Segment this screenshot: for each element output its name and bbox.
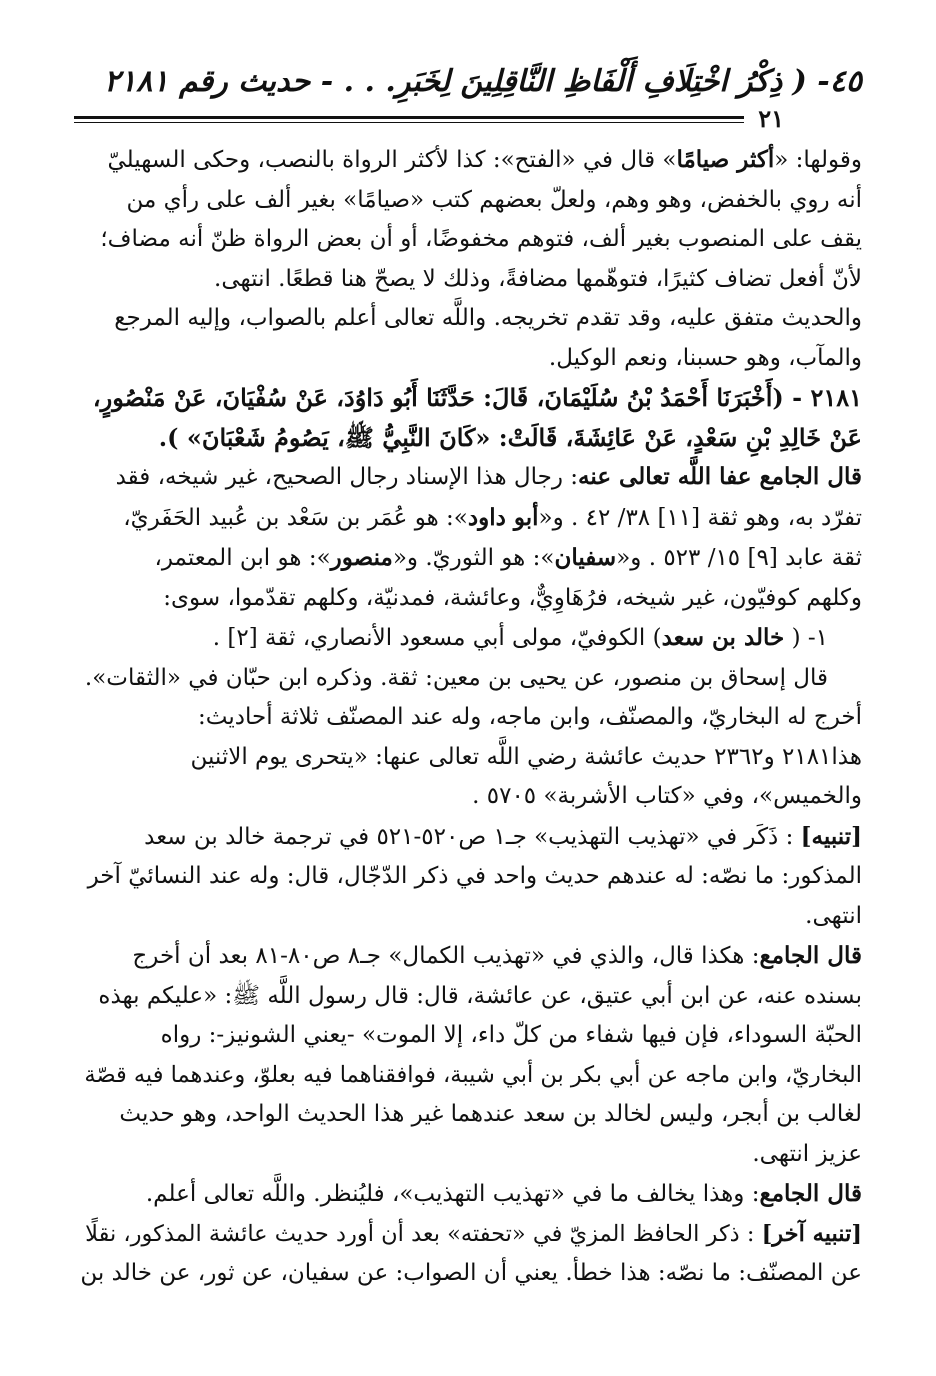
document-page <box>74 62 862 1362</box>
text-segment: ) الكوفيّ، مولى أبي مسعود الأنصاري، ثقة [٢] . <box>212 625 662 651</box>
page-number: ٢١ <box>758 104 784 133</box>
bold-segment: أبو داود <box>467 503 539 531</box>
text-line <box>74 777 862 817</box>
bold-segment: ٢١٨١ - (أَخْبَرَنَا أَحْمَدُ بْنُ سُلَيْمَانَ، قَالَ: حَدَّثَنَا أَبُو دَاوُدَ، عَنْ سُفْيَانَ، عَنْ مَنْصُورٍ، <box>92 383 862 412</box>
text-segment: عزيز انتهى. <box>752 1140 862 1167</box>
text-segment: لأنّ أفعل تضاف كثيرًا، فتوهّمها مضافةً، وذلك لا يصحّ هنا قطعًا. انتهى. <box>214 265 862 292</box>
text-line <box>74 579 862 619</box>
text-segment: تفرّد به، وهو ثقة [١١] ٣٨/ ٤٢ . و« <box>538 504 862 531</box>
bold-segment: عَنْ خَالِدِ بْنِ سَعْدٍ، عَنْ عَائِشَةَ، قَالَتْ: «كَانَ النَّبِيُّ ﷺ، يَصُومُ شَعْبَانَ» ). <box>158 422 862 452</box>
bold-segment: قال الجامع <box>759 1180 862 1207</box>
text-segment: هذا٢١٨١ و٢٣٦٢ حديث عائشة رضي اللَّه تعالى عنها: «يتحرى يوم الاثنين <box>190 743 862 770</box>
text-line <box>74 618 862 659</box>
text-segment: وقولها: « <box>774 147 862 173</box>
text-segment: : وهذا يخالف ما في «تهذيب التهذيب»، فليُنظر. واللَّه تعالى أعلم. <box>145 1181 760 1207</box>
text-line <box>74 659 862 699</box>
bold-segment: [تنبيه آخر] <box>761 1220 862 1247</box>
text-segment: بسنده عنه، عن ابن أبي عتيق، عن عائشة، قال: قال رسول اللَّه ﷺ: «عليكم بهذه <box>98 982 862 1009</box>
text-segment: والخميس»، وفي «كتاب الأشربة» ٥٧٠٥ . <box>472 783 862 809</box>
running-header <box>74 62 862 104</box>
text-segment: ١- ( <box>784 625 828 651</box>
text-segment: انتهى. <box>805 902 862 929</box>
bold-segment: قال الجامع عفا اللَّه تعالى عنه <box>578 463 862 490</box>
text-segment: ثقة عابد [٩] ١٥/ ٥٢٣ . و« <box>616 545 862 571</box>
hadith-line <box>74 418 862 458</box>
text-segment: »: هو ابن المعتمر، <box>154 545 331 571</box>
bold-segment: منصور <box>330 544 393 571</box>
text-line <box>74 538 862 579</box>
text-line <box>74 498 862 539</box>
text-segment: عن المصنّف: ما نصّه: هذا خطأ. يعني أن الصواب: عن سفيان، عن ثور، عن خالد بن <box>80 1260 862 1286</box>
text-line <box>74 1215 862 1255</box>
text-line <box>74 977 862 1017</box>
text-line <box>74 1135 862 1175</box>
text-line <box>74 457 862 498</box>
text-line <box>74 260 862 300</box>
text-line <box>74 936 862 977</box>
header-title: ٤٥- ( ذِكْرُ اخْتِلَافِ أَلْفَاظِ النَّاقِلِينَ لِخَبَرِ. . . - حديث رقم ٢١٨١ <box>104 64 862 99</box>
text-line <box>74 1095 862 1135</box>
text-segment: : ذَكَر في «تهذيب التهذيب» جـ١ ص٥٢٠-٥٢١ في ترجمة خالد بن سعد <box>144 823 801 850</box>
text-line <box>74 339 862 379</box>
bold-segment: سفيان <box>554 544 617 571</box>
text-segment: يقف على المنصوب بغير ألف، فتوهم مخفوضًا، أو أن بعض الرواة ظنّ أنه مضاف؛ <box>100 226 862 252</box>
header-rule-thin <box>74 122 744 123</box>
text-line <box>74 897 862 937</box>
text-line <box>74 140 862 181</box>
page-body <box>74 140 862 1294</box>
header-rule-thick <box>74 116 744 119</box>
header-rule-bar <box>74 106 862 132</box>
text-segment: أنه روي بالخفض، وهو وهم، ولعلّ بعضهم كتب «صيامًا» بغير ألف على رأي من <box>126 186 862 213</box>
text-segment: »: هو عُمَر بن سَعْد بن عُبيد الحَفَريّ، <box>123 504 468 531</box>
header-rules <box>74 116 744 123</box>
text-line <box>74 1254 862 1294</box>
text-segment: والمآب، وهو حسبنا، ونعم الوكيل. <box>548 344 862 371</box>
text-segment: : هكذا قال، والذي في «تهذيب الكمال» جـ٨ ص٨٠-٨١ بعد أن أخرج <box>132 943 760 969</box>
text-segment: وكلهم كوفيّون، غير شيخه، فرُهَاوِيٌّ، وعائشة، فمدنيّة، وكلهم تقدّموا، سوى: <box>163 584 862 611</box>
text-segment: : رجال هذا الإسناد رجال الصحيح، غير شيخه، فقد <box>115 464 579 490</box>
text-segment: »: هو الثوريّ. و« <box>392 545 555 571</box>
bold-segment: [تنبيه] <box>800 822 862 850</box>
text-segment: المذكور: ما نصّه: له عندهم حديث واحد في ذكر الدّجّال، قال: وله عند النسائيّ آخر <box>87 863 862 889</box>
text-segment: الحبّة السوداء، فإن فيها شفاء من كلّ داء، إلا الموت» -يعني الشونيز-: رواه <box>160 1022 862 1048</box>
hadith-line <box>74 378 862 418</box>
text-segment: قال إسحاق بن منصور، عن يحيى بن معين: ثقة. وذكره ابن حبّان في «الثقات». <box>84 664 828 691</box>
text-line <box>74 817 862 858</box>
text-line <box>74 698 862 738</box>
text-segment: والحديث متفق عليه، وقد تقدم تخريجه. واللَّه تعالى أعلم بالصواب، وإليه المرجع <box>114 305 862 331</box>
text-line <box>74 181 862 221</box>
text-segment: البخاريّ، وابن ماجه عن أبي بكر بن أبي شيبة، فوافقناهما فيه بعلوّ، وعندهما فيه قصّة <box>84 1061 862 1088</box>
text-line <box>74 1016 862 1056</box>
text-line <box>74 857 862 897</box>
bold-segment: خالد بن سعد <box>661 624 785 651</box>
bold-segment: قال الجامع <box>759 942 862 969</box>
text-line <box>74 299 862 339</box>
text-segment: » قال في «الفتح»: كذا لأكثر الرواة بالنصب، وحكى السهيليّ <box>107 147 677 173</box>
text-segment: أخرج له البخاريّ، والمصنّف، وابن ماجه، وله عند المصنّف ثلاثة أحاديث: <box>198 704 862 730</box>
text-line <box>74 1174 862 1215</box>
text-segment: : ذكر الحافظ المزيّ في «تحفته» بعد أن أورد حديث عائشة المذكور، نقلًا <box>85 1220 762 1247</box>
text-line <box>74 738 862 778</box>
text-line <box>74 1056 862 1096</box>
text-line <box>74 220 862 260</box>
text-segment: لغالب بن أبجر، وليس لخالد بن سعد عندهما غير هذا الحديث الواحد، وهو حديث <box>119 1101 862 1127</box>
bold-segment: أكثر صيامًا <box>676 146 775 173</box>
